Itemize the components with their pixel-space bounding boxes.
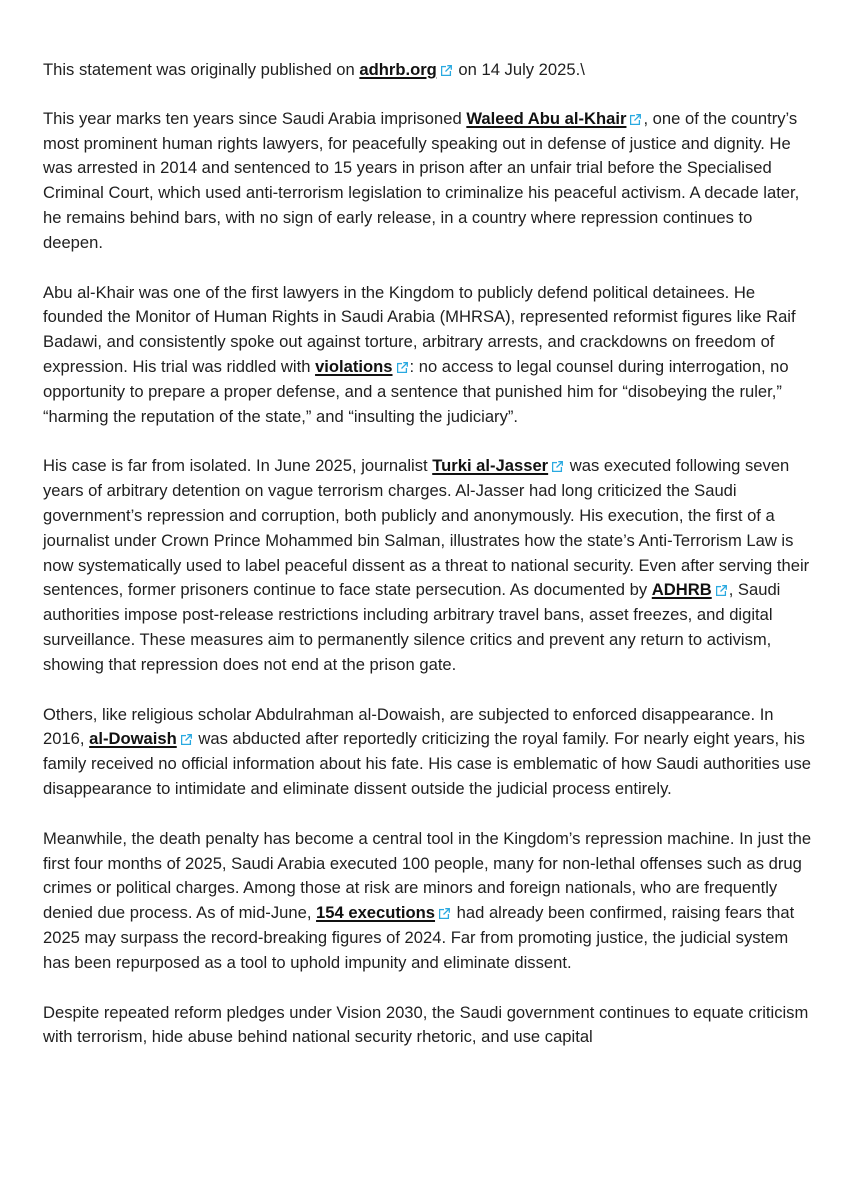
text: Others, like religious scholar Abdulrahman al-Dowaish, are subjected to enforced disappearance. In 2016,	[43, 704, 774, 749]
external-link-icon[interactable]	[630, 114, 641, 125]
article-body	[43, 58, 815, 1075]
text: had already been confirmed, raising fears that 2025 may surpass the record-breaking figures of 2024. Far from promoting justice, the judicial system has been repurposed as a tool to uphold impunity and eliminate dissent.	[43, 903, 795, 972]
paragraph-intro	[43, 58, 815, 83]
link-turki-al-jasser[interactable]: Turki al-Jasser	[432, 456, 549, 476]
external-link-icon[interactable]	[181, 734, 192, 745]
paragraph-1	[43, 107, 815, 256]
text: This statement was originally published on	[43, 60, 360, 79]
text: : no access to legal counsel during interrogation, no opportunity to prepare a proper defense, and a sentence that punished him for “disobeying the ruler,” “harming the reputation of the state,” and “insulting the judiciary”.	[43, 356, 789, 426]
text: was executed following seven years of arbitrary detention on vague terrorism charges. Al-Jasser had long criticized the Saudi government’s repression and corruption, both publicly and anonymously. His execution, the first of a journalist under Crown Prince Mohammed bin Salman, illustrates how the state’s Anti-Terrorism Law is now systematically used to label peaceful dissent as a threat to national security. Even after serving their sentences, former prisoners continue to face state persecution. As documented by	[43, 456, 810, 600]
external-link-icon[interactable]	[716, 585, 727, 596]
text: Meanwhile, the death penalty has become a central tool in the Kingdom’s repression machine. In just the first four months of 2025, Saudi Arabia executed 100 people, many for non-lethal offenses such as drug crimes or political charges. Among those at risk are minors and foreign nationals, who are frequently denied due process. As of mid-June,	[43, 828, 812, 923]
paragraph-5	[43, 827, 815, 976]
paragraph-3	[43, 454, 815, 677]
text: This year marks ten years since Saudi Arabia imprisoned	[43, 108, 467, 128]
external-link-icon[interactable]	[552, 461, 563, 472]
paragraph-6	[43, 1001, 815, 1051]
link-waleed-abu-al-khair[interactable]: Waleed Abu al-Khair	[466, 108, 627, 128]
text: Abu al-Khair was one of the first lawyers in the Kingdom to publicly defend political detainees. He founded the Monitor of Human Rights in Saudi Arabia (MHRSA), represented reformist figures like Raif Badawi, and consistently spoke out against torture, arbitrary arrests, and crackdowns on freedom of expression. His trial was riddled with	[43, 282, 796, 376]
link-154-executions[interactable]: 154 executions	[316, 903, 436, 923]
text: His case is far from isolated. In June 2025, journalist	[43, 456, 433, 476]
external-link-icon[interactable]	[441, 65, 452, 76]
text: , one of the country’s most prominent human rights lawyers, for peacefully speaking out in defense of justice and dignity. He was arrested in 2014 and sentenced to 15 years in prison after an unfair trial before the Specialised Criminal Court, which used anti-terrorism legislation to criminalize his peaceful activism. A decade later, he remains behind bars, with no sign of early release, in a country where repression continues to deepen.	[43, 108, 800, 252]
text: Despite repeated reform pledges under Vision 2030, the Saudi government continues to equate criticism with terrorism, hide abuse behind national security rhetoric, and use capital	[43, 1002, 809, 1047]
link-adhrb-org[interactable]: adhrb.org	[359, 60, 437, 79]
text: was abducted after reportedly criticizing the royal family. For nearly eight years, his family received no official information about his fate. His case is emblematic of how Saudi authorities use disappearance to intimidate and eliminate dissent outside the judicial process entirely.	[43, 729, 811, 798]
paragraph-2	[43, 281, 815, 430]
link-al-dowaish[interactable]: al-Dowaish	[89, 729, 177, 749]
text: on 14 July 2025.\	[453, 60, 585, 79]
link-violations[interactable]: violations	[315, 356, 393, 376]
paragraph-4	[43, 703, 815, 802]
external-link-icon[interactable]	[439, 908, 450, 919]
text: , Saudi authorities impose post-release restrictions including arbitrary travel bans, asset freezes, and digital surveillance. These measures aim to permanently silence critics and prevent any return to activism, showing that repression does not end at the prison gate.	[43, 580, 781, 674]
link-adhrb[interactable]: ADHRB	[651, 580, 712, 600]
external-link-icon[interactable]	[397, 362, 408, 373]
